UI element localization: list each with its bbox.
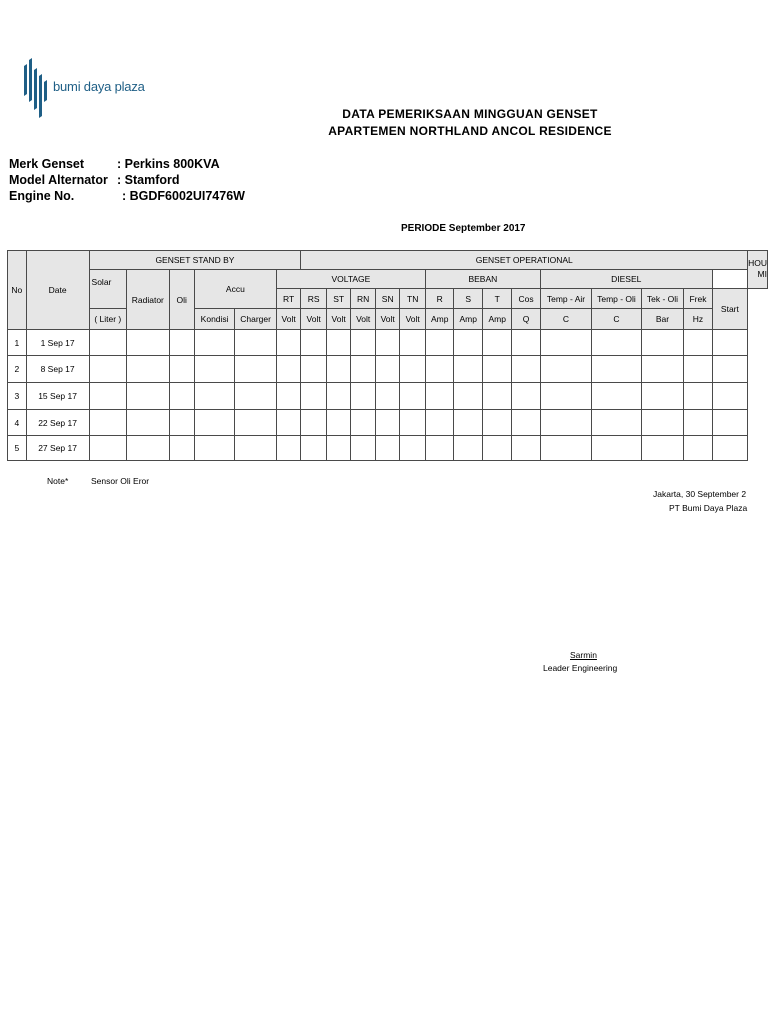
header-temp-oli: Temp - Oli bbox=[592, 289, 642, 309]
table-cell bbox=[454, 383, 483, 410]
unit-tek-oli: Bar bbox=[641, 309, 683, 330]
header-no: No bbox=[8, 251, 27, 330]
row-date: 15 Sep 17 bbox=[26, 383, 89, 410]
table-cell bbox=[194, 383, 234, 410]
table-cell bbox=[194, 356, 234, 383]
table-cell bbox=[301, 436, 326, 461]
table-cell bbox=[375, 356, 400, 383]
table-cell bbox=[169, 356, 194, 383]
table-cell bbox=[89, 436, 127, 461]
table-cell bbox=[127, 436, 170, 461]
table-cell bbox=[301, 410, 326, 436]
company-name: PT Bumi Daya Plaza bbox=[669, 503, 748, 513]
table-cell bbox=[592, 436, 642, 461]
table-cell bbox=[169, 383, 194, 410]
header-s: S bbox=[454, 289, 483, 309]
table-cell bbox=[592, 410, 642, 436]
header-start: Start bbox=[712, 289, 747, 330]
document-subtitle: APARTEMEN NORTHLAND ANCOL RESIDENCE bbox=[328, 124, 612, 138]
logo-text: bumi daya plaza bbox=[53, 79, 145, 94]
table-cell bbox=[641, 436, 683, 461]
unit-sn: Volt bbox=[375, 309, 400, 330]
row-no: 2 bbox=[8, 356, 27, 383]
table-cell bbox=[712, 436, 747, 461]
table-cell bbox=[684, 436, 712, 461]
table-cell bbox=[276, 356, 301, 383]
header-charger: Charger bbox=[235, 309, 277, 330]
table-cell bbox=[326, 436, 351, 461]
header-accu: Accu bbox=[194, 270, 276, 309]
table-cell bbox=[400, 383, 425, 410]
table-row bbox=[8, 436, 768, 461]
unit-temp-oli: C bbox=[592, 309, 642, 330]
unit-s: Amp bbox=[454, 309, 483, 330]
table-cell bbox=[425, 356, 454, 383]
unit-rs: Volt bbox=[301, 309, 326, 330]
header-solar-unit: ( Liter ) bbox=[89, 309, 127, 330]
header-radiator: Radiator bbox=[127, 270, 170, 330]
table-cell bbox=[712, 356, 747, 383]
table-cell bbox=[235, 436, 277, 461]
row-date: 1 Sep 17 bbox=[26, 330, 89, 356]
table-cell bbox=[512, 356, 540, 383]
row-date: 22 Sep 17 bbox=[26, 410, 89, 436]
table-cell bbox=[512, 410, 540, 436]
table-cell bbox=[351, 356, 376, 383]
table-cell bbox=[592, 356, 642, 383]
table-cell bbox=[540, 330, 591, 356]
table-cell bbox=[169, 436, 194, 461]
table-cell bbox=[540, 383, 591, 410]
table-cell bbox=[540, 436, 591, 461]
table-cell bbox=[454, 330, 483, 356]
table-cell bbox=[592, 383, 642, 410]
header-beban: BEBAN bbox=[425, 270, 540, 289]
table-cell bbox=[326, 356, 351, 383]
table-cell bbox=[712, 383, 747, 410]
table-cell bbox=[512, 436, 540, 461]
unit-frek: Hz bbox=[684, 309, 712, 330]
header-sn: SN bbox=[375, 289, 400, 309]
header-genset-standby: GENSET STAND BY bbox=[89, 251, 301, 270]
merk-label: Merk Genset bbox=[9, 157, 85, 171]
header-solar: Solar bbox=[89, 270, 127, 309]
table-cell bbox=[482, 383, 511, 410]
table-cell bbox=[127, 330, 170, 356]
table-cell bbox=[712, 410, 747, 436]
table-row bbox=[8, 330, 768, 356]
header-rs: RS bbox=[301, 289, 326, 309]
table-cell bbox=[276, 436, 301, 461]
table-cell bbox=[641, 410, 683, 436]
table-cell bbox=[351, 410, 376, 436]
unit-st: Volt bbox=[326, 309, 351, 330]
table-row bbox=[8, 410, 768, 436]
table-cell bbox=[301, 330, 326, 356]
note-text: Sensor Oli Eror bbox=[91, 476, 150, 486]
table-cell bbox=[375, 383, 400, 410]
table-row bbox=[8, 356, 768, 383]
row-no: 1 bbox=[8, 330, 27, 356]
header-st: ST bbox=[326, 289, 351, 309]
table-cell bbox=[235, 330, 277, 356]
table-cell bbox=[641, 356, 683, 383]
inspection-table bbox=[7, 250, 768, 461]
header-tn: TN bbox=[400, 289, 425, 309]
table-cell bbox=[425, 436, 454, 461]
header-voltage: VOLTAGE bbox=[276, 270, 425, 289]
table-cell bbox=[641, 330, 683, 356]
table-cell bbox=[454, 436, 483, 461]
row-no: 5 bbox=[8, 436, 27, 461]
model-value: : Stamford bbox=[117, 173, 180, 187]
place-date: Jakarta, 30 September 2 bbox=[653, 489, 747, 499]
table-cell bbox=[194, 410, 234, 436]
table-cell bbox=[592, 330, 642, 356]
merk-value: : Perkins 800KVA bbox=[117, 157, 220, 171]
table-cell bbox=[326, 383, 351, 410]
unit-rt: Volt bbox=[276, 309, 301, 330]
signer-name: Sarmin bbox=[570, 650, 597, 660]
table-cell bbox=[89, 410, 127, 436]
header-t: T bbox=[482, 289, 511, 309]
header-genset-operational: GENSET OPERATIONAL bbox=[301, 251, 748, 270]
table-cell bbox=[482, 330, 511, 356]
table-cell bbox=[400, 356, 425, 383]
table-cell bbox=[425, 410, 454, 436]
row-no: 4 bbox=[8, 410, 27, 436]
table-cell bbox=[425, 330, 454, 356]
table-cell bbox=[425, 383, 454, 410]
table-cell bbox=[400, 410, 425, 436]
table-cell bbox=[454, 410, 483, 436]
header-rn: RN bbox=[351, 289, 376, 309]
model-label: Model Alternator bbox=[9, 173, 108, 187]
table-cell bbox=[375, 410, 400, 436]
table-cell bbox=[375, 436, 400, 461]
table-cell bbox=[400, 436, 425, 461]
table-cell bbox=[169, 330, 194, 356]
table-cell bbox=[326, 330, 351, 356]
table-cell bbox=[684, 410, 712, 436]
unit-t: Amp bbox=[482, 309, 511, 330]
row-date: 8 Sep 17 bbox=[26, 356, 89, 383]
table-cell bbox=[351, 436, 376, 461]
engine-label: Engine No. bbox=[9, 189, 75, 203]
header-diesel: DIESEL bbox=[540, 270, 712, 289]
header-kondisi: Kondisi bbox=[194, 309, 234, 330]
table-cell bbox=[235, 410, 277, 436]
note-label: Note* bbox=[47, 476, 69, 486]
table-cell bbox=[326, 410, 351, 436]
engine-value: : BGDF6002UI7476W bbox=[122, 189, 245, 203]
unit-rn: Volt bbox=[351, 309, 376, 330]
header-temp-air: Temp - Air bbox=[540, 289, 591, 309]
table-cell bbox=[127, 410, 170, 436]
table-cell bbox=[89, 383, 127, 410]
header-frek: Frek bbox=[684, 289, 712, 309]
header-rt: RT bbox=[276, 289, 301, 309]
header-hour-meter: HOU MI bbox=[748, 251, 768, 289]
table-cell bbox=[712, 330, 747, 356]
table-cell bbox=[301, 383, 326, 410]
table-cell bbox=[512, 330, 540, 356]
table-cell bbox=[684, 356, 712, 383]
table-cell bbox=[194, 436, 234, 461]
table-cell bbox=[89, 356, 127, 383]
table-cell bbox=[540, 356, 591, 383]
table-cell bbox=[235, 356, 277, 383]
table-cell bbox=[276, 383, 301, 410]
unit-tn: Volt bbox=[400, 309, 425, 330]
period-label: PERIODE September 2017 bbox=[401, 223, 526, 234]
genset-info bbox=[9, 156, 245, 204]
row-no: 3 bbox=[8, 383, 27, 410]
table-cell bbox=[89, 330, 127, 356]
unit-cos: Q bbox=[512, 309, 540, 330]
table-cell bbox=[400, 330, 425, 356]
table-cell bbox=[301, 356, 326, 383]
signer-role: Leader Engineering bbox=[543, 663, 618, 673]
header-tek-oli: Tek - Oli bbox=[641, 289, 683, 309]
table-cell bbox=[454, 356, 483, 383]
table-cell bbox=[482, 356, 511, 383]
table-cell bbox=[684, 383, 712, 410]
table-cell bbox=[351, 330, 376, 356]
table-cell bbox=[276, 330, 301, 356]
table-cell bbox=[194, 330, 234, 356]
table-cell bbox=[482, 436, 511, 461]
table-cell bbox=[482, 410, 511, 436]
table-cell bbox=[512, 383, 540, 410]
table-cell bbox=[127, 383, 170, 410]
header-r: R bbox=[425, 289, 454, 309]
table-cell bbox=[127, 356, 170, 383]
table-cell bbox=[540, 410, 591, 436]
table-cell bbox=[641, 383, 683, 410]
header-cos: Cos bbox=[512, 289, 540, 309]
unit-r: Amp bbox=[425, 309, 454, 330]
table-cell bbox=[684, 330, 712, 356]
table-cell bbox=[375, 330, 400, 356]
header-date: Date bbox=[26, 251, 89, 330]
table-cell bbox=[276, 410, 301, 436]
row-date: 27 Sep 17 bbox=[26, 436, 89, 461]
header-oli: Oli bbox=[169, 270, 194, 330]
table-row bbox=[8, 383, 768, 410]
table-cell bbox=[351, 383, 376, 410]
table-cell bbox=[235, 383, 277, 410]
table-cell bbox=[169, 410, 194, 436]
document-title: DATA PEMERIKSAAN MINGGUAN GENSET bbox=[342, 107, 598, 121]
unit-temp-air: C bbox=[540, 309, 591, 330]
